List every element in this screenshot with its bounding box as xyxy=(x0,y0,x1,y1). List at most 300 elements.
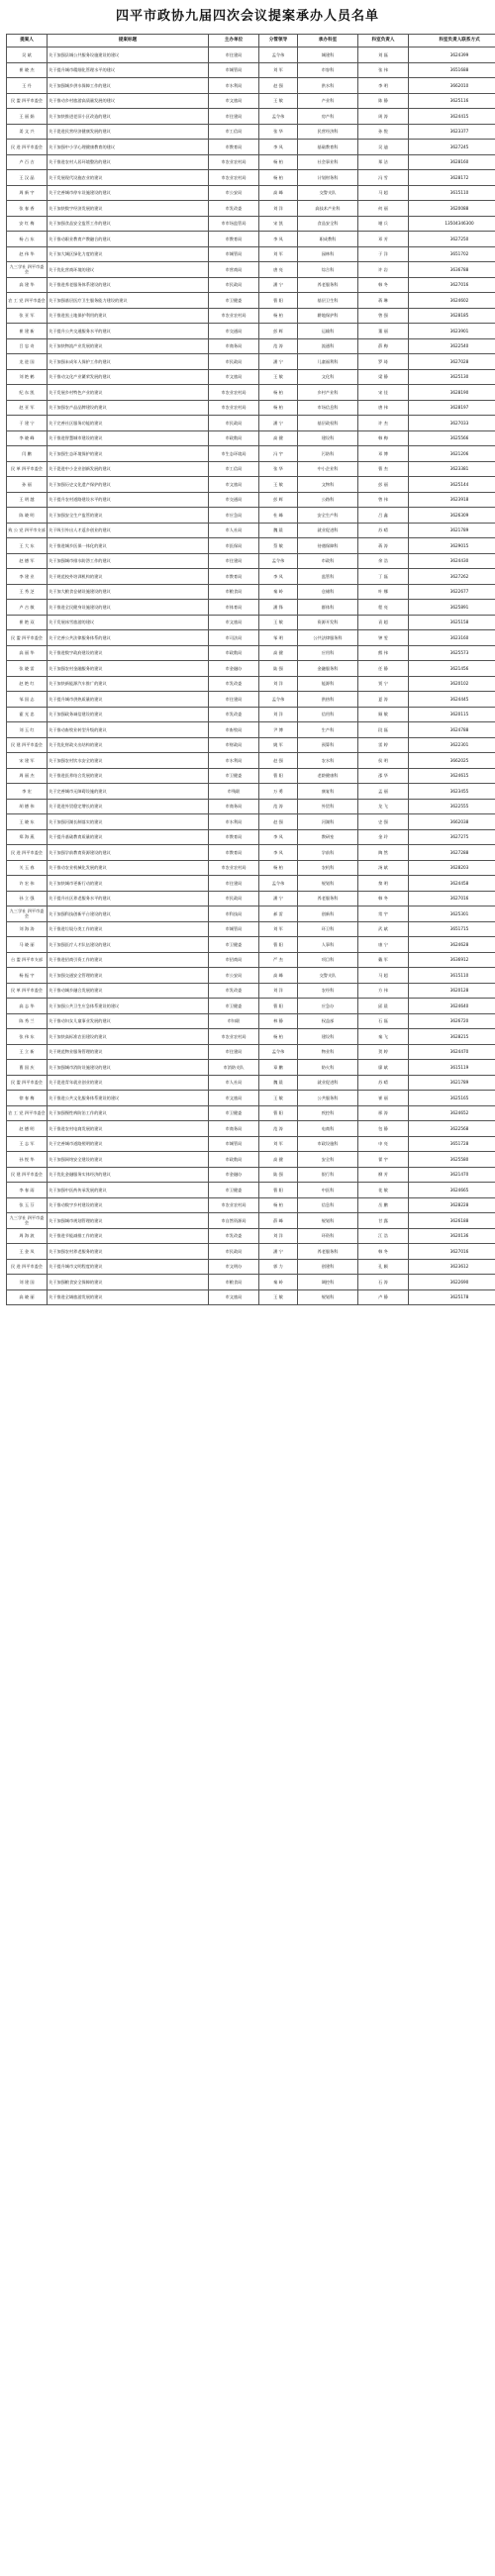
proposal-title-cell: 关于加强公共卫生应急体系建设的建议 xyxy=(48,999,209,1014)
leader-cell: 孟令伟 xyxy=(259,109,298,125)
department-head-cell: 武 斌 xyxy=(358,921,409,937)
proposal-title-cell: 关于促进青年就业创业的建议 xyxy=(48,1075,209,1091)
department-cell: 安全生产科 xyxy=(298,508,358,524)
table-row xyxy=(7,185,495,201)
department-head-cell: 韩 冬 xyxy=(358,1244,409,1260)
proposal-title-cell: 关于加强农产品品牌建设的建议 xyxy=(48,400,209,416)
department-head-cell: 段 磊 xyxy=(358,722,409,738)
table-row xyxy=(7,354,495,370)
leader-cell: 李 凤 xyxy=(259,232,298,247)
lead-unit-cell: 市工信局 xyxy=(209,124,259,140)
department-head-cell: 苏 晴 xyxy=(358,523,409,538)
department-cell: 教研室 xyxy=(298,829,358,845)
table-row xyxy=(7,461,495,477)
department-head-cell: 夏 涛 xyxy=(358,692,409,708)
lead-unit-cell: 市教育局 xyxy=(209,232,259,247)
contact-cell: 3628215 xyxy=(409,1029,495,1045)
leader-cell: 王 敏 xyxy=(259,1289,298,1305)
department-head-cell: 龙 飞 xyxy=(358,799,409,814)
department-cell: 建设科 xyxy=(298,430,358,446)
lead-unit-cell: 市卫健委 xyxy=(209,1105,259,1121)
table-row xyxy=(7,707,495,722)
proposal-title-cell: 关于完善城市道路照明的建议 xyxy=(48,1136,209,1152)
lead-unit-cell: 市发改委 xyxy=(209,983,259,999)
department-cell: 农水科 xyxy=(298,753,358,769)
contact-cell: 3622555 xyxy=(409,799,495,814)
proposal-title-cell: 关于加强未成年人保护工作的建议 xyxy=(48,354,209,370)
department-cell: 中小企业科 xyxy=(298,461,358,477)
table-row xyxy=(7,952,495,968)
department-cell: 资源开发科 xyxy=(298,615,358,630)
department-cell: 金融服务科 xyxy=(298,661,358,677)
department-head-cell: 崔 丽 xyxy=(358,1091,409,1106)
department-head-cell: 韩 冬 xyxy=(358,891,409,906)
contact-cell: 3627288 xyxy=(409,845,495,861)
proposer-cell: 徐 春 梅 xyxy=(7,1091,48,1106)
lead-unit-cell: 市应急局 xyxy=(209,508,259,524)
lead-unit-cell: 市妇联 xyxy=(209,1013,259,1029)
lead-unit-cell: 市教育局 xyxy=(209,845,259,861)
department-head-cell: 翟 宇 xyxy=(358,1152,409,1168)
proposal-title-cell: 关于加快高标准农田建设的建议 xyxy=(48,1029,209,1045)
contact-cell: 3622540 xyxy=(409,338,495,354)
contact-cell: 3620136 xyxy=(409,1228,495,1244)
leader-cell: 彭 辉 xyxy=(259,492,298,508)
department-head-cell: 彭 丽 xyxy=(358,477,409,493)
department-cell: 文物科 xyxy=(298,477,358,493)
proposal-title-cell: 关于加强学前教育资源建设的建议 xyxy=(48,845,209,861)
proposal-title-cell: 关于优化财政支出结构的建议 xyxy=(48,737,209,753)
proposal-title-cell: 关于加强城乡供水保障工作的建议 xyxy=(48,78,209,94)
lead-unit-cell: 市残联 xyxy=(209,784,259,800)
department-cell: 职成教科 xyxy=(298,232,358,247)
leader-cell: 刘 军 xyxy=(259,1136,298,1152)
leader-cell: 杨 柏 xyxy=(259,308,298,324)
leader-cell: 高 健 xyxy=(259,430,298,446)
leader-cell: 李 凤 xyxy=(259,829,298,845)
proposal-title-cell: 关于加强基层医疗卫生服务能力建设的建议 xyxy=(48,293,209,309)
proposal-title-cell: 关于加强政务诚信建设的建议 xyxy=(48,707,209,722)
table-row xyxy=(7,753,495,769)
lead-unit-cell: 市文旅局 xyxy=(209,93,259,109)
department-cell: 中医科 xyxy=(298,1183,358,1198)
contact-cell: 3624615 xyxy=(409,768,495,784)
department-cell: 养老服务科 xyxy=(298,891,358,906)
department-head-cell: 金 玲 xyxy=(358,829,409,845)
table-row xyxy=(7,338,495,354)
contact-cell: 3662038 xyxy=(409,814,495,830)
proposer-cell: 九三学社 四平市委会 xyxy=(7,906,48,922)
leader-cell: 刘 洋 xyxy=(259,1228,298,1244)
proposer-cell: 卢 百 吉 xyxy=(7,154,48,170)
department-head-cell: 蒋 琳 xyxy=(358,293,409,309)
proposal-title-cell: 关于加强农村养老服务的建议 xyxy=(48,1244,209,1260)
department-head-cell: 韩 梅 xyxy=(358,430,409,446)
proposal-title-cell: 关于规范物业服务管理的建议 xyxy=(48,1044,209,1060)
table-row xyxy=(7,876,495,892)
lead-unit-cell: 市科技局 xyxy=(209,906,259,922)
department-head-cell: 贺 婷 xyxy=(358,1044,409,1060)
lead-unit-cell: 市文旅局 xyxy=(209,615,259,630)
contact-cell: 3636912 xyxy=(409,952,495,968)
department-head-cell: 董 丽 xyxy=(358,324,409,339)
table-row xyxy=(7,860,495,876)
proposer-cell: 台 盟 四平市支部 xyxy=(7,952,48,968)
department-cell: 规划科 xyxy=(298,1213,358,1229)
department-head-cell: 邱 晨 xyxy=(358,999,409,1014)
table-row xyxy=(7,477,495,493)
contact-cell: 3636788 xyxy=(409,262,495,278)
table-row xyxy=(7,109,495,125)
proposer-cell: 孙 立 强 xyxy=(7,891,48,906)
leader-cell: 秦 岭 xyxy=(259,1275,298,1290)
proposal-title-cell: 关于推动妇女儿童事业发展的建议 xyxy=(48,1013,209,1029)
contact-cell: 3624665 xyxy=(409,1183,495,1198)
lead-unit-cell: 市体育局 xyxy=(209,600,259,616)
table-row xyxy=(7,1228,495,1244)
department-head-cell: 冯 雪 xyxy=(358,170,409,186)
lead-unit-cell: 市农业农村局 xyxy=(209,308,259,324)
lead-unit-cell: 市营商局 xyxy=(209,262,259,278)
department-cell: 项目科 xyxy=(298,952,358,968)
proposer-cell: 宋 建 军 xyxy=(7,753,48,769)
leader-cell: 蔡 敏 xyxy=(259,538,298,554)
proposer-cell: 民 进 四平市委会 xyxy=(7,845,48,861)
department-head-cell: 韩 冬 xyxy=(358,277,409,293)
lead-unit-cell: 市生态环境局 xyxy=(209,446,259,462)
proposal-title-cell: 关于加强城市规划管理的建议 xyxy=(48,1213,209,1229)
lead-unit-cell: 市商务局 xyxy=(209,338,259,354)
lead-unit-cell: 市粮食局 xyxy=(209,1275,259,1290)
department-head-cell: 贾 宁 xyxy=(358,676,409,692)
leader-cell: 杜 峰 xyxy=(259,508,298,524)
department-head-cell: 马 超 xyxy=(358,968,409,984)
department-head-cell: 岳 鹏 xyxy=(358,1197,409,1213)
proposal-title-cell: 关于提升社区养老服务水平的建议 xyxy=(48,891,209,906)
department-cell: 养老服务科 xyxy=(298,277,358,293)
proposer-cell: 民 建 四平市委会 xyxy=(7,1167,48,1183)
proposer-cell: 霍 光 忠 xyxy=(7,707,48,722)
contact-cell: 3625301 xyxy=(409,906,495,922)
contact-cell: 3623160 xyxy=(409,630,495,646)
table-row xyxy=(7,1075,495,1091)
leader-cell: 刘 洋 xyxy=(259,983,298,999)
proposal-title-cell: 关于加强医疗人才队伍建设的建议 xyxy=(48,937,209,953)
department-head-cell: 程 亮 xyxy=(358,600,409,616)
proposer-cell: 张 晓 雷 xyxy=(7,661,48,677)
department-head-cell: 何 丽 xyxy=(358,201,409,217)
table-row xyxy=(7,921,495,937)
proposal-title-cell: 关于加强城市消防设施建设的建议 xyxy=(48,1060,209,1076)
department-cell: 综合科 xyxy=(298,262,358,278)
table-row xyxy=(7,737,495,753)
table-row xyxy=(7,201,495,217)
lead-unit-cell: 市卫健委 xyxy=(209,768,259,784)
proposal-title-cell: 关于提升公共交通服务水平的建议 xyxy=(48,324,209,339)
contact-cell: 3624430 xyxy=(409,553,495,569)
contact-cell: 3662010 xyxy=(409,78,495,94)
contact-cell: 3620102 xyxy=(409,676,495,692)
table-row xyxy=(7,615,495,630)
department-cell: 就业促进科 xyxy=(298,1075,358,1091)
department-cell: 乡村产业科 xyxy=(298,385,358,401)
leader-cell: 李 凤 xyxy=(259,140,298,155)
proposer-cell: 纪 东 凯 xyxy=(7,385,48,401)
table-row xyxy=(7,93,495,109)
proposal-title-cell: 关于推进农村人居环境整治的建议 xyxy=(48,154,209,170)
leader-cell: 魏 晨 xyxy=(259,1075,298,1091)
department-head-cell: 周 涛 xyxy=(358,109,409,125)
lead-unit-cell: 市城管局 xyxy=(209,1136,259,1152)
department-cell: 能源科 xyxy=(298,676,358,692)
proposal-title-cell: 关于加快物流产业发展的建议 xyxy=(48,338,209,354)
table-row xyxy=(7,523,495,538)
department-cell: 疾控科 xyxy=(298,1105,358,1121)
department-cell: 信用科 xyxy=(298,707,358,722)
table-row xyxy=(7,968,495,984)
department-cell: 基础教育科 xyxy=(298,140,358,155)
contact-cell: 3620115 xyxy=(409,707,495,722)
header-contact: 科室负责人联系方式 xyxy=(409,35,495,48)
lead-unit-cell: 市金融办 xyxy=(209,1167,259,1183)
contact-cell: 3628190 xyxy=(409,385,495,401)
department-head-cell: 石 涛 xyxy=(358,1275,409,1290)
leader-cell: 郝 雷 xyxy=(259,906,298,922)
table-row xyxy=(7,1044,495,1060)
proposer-cell: 赵 德 明 xyxy=(7,1121,48,1137)
lead-unit-cell: 市粮食局 xyxy=(209,584,259,600)
lead-unit-cell: 市文旅局 xyxy=(209,477,259,493)
proposer-cell: 刘 艳 鹤 xyxy=(7,369,48,385)
proposer-cell: 姜 文 兴 xyxy=(7,124,48,140)
proposer-cell: 张 伟 东 xyxy=(7,1029,48,1045)
contact-cell: 3627016 xyxy=(409,891,495,906)
proposal-title-cell: 关于加强慢性病防治工作的建议 xyxy=(48,1105,209,1121)
contact-cell: 3621456 xyxy=(409,661,495,677)
proposer-cell: 民 进 四平市委会 xyxy=(7,140,48,155)
proposer-cell: 张 春 香 xyxy=(7,201,48,217)
department-cell: 仓储科 xyxy=(298,584,358,600)
proposer-cell: 九三学社 四平市委会 xyxy=(7,1213,48,1229)
lead-unit-cell: 市农业农村局 xyxy=(209,170,259,186)
table-row xyxy=(7,829,495,845)
table-row xyxy=(7,277,495,293)
contact-cell: 3620088 xyxy=(409,201,495,217)
lead-unit-cell: 市城管局 xyxy=(209,62,259,78)
proposal-title-cell: 关于加强网络安全建设的建议 xyxy=(48,1152,209,1168)
contact-cell: 3623381 xyxy=(409,461,495,477)
table-row xyxy=(7,630,495,646)
proposer-cell: 九三学社 四平市委会 xyxy=(7,262,48,278)
contact-cell: 3627016 xyxy=(409,277,495,293)
leader-cell: 王 敏 xyxy=(259,477,298,493)
contact-cell: 3628228 xyxy=(409,1197,495,1213)
department-cell: 高技术产业科 xyxy=(298,201,358,217)
department-head-cell: 李 明 xyxy=(358,78,409,94)
contact-cell: 3622677 xyxy=(409,584,495,600)
contact-cell: 3615110 xyxy=(409,185,495,201)
proposal-title-cell: 关于促进外贸稳定增长的建议 xyxy=(48,799,209,814)
leader-cell: 秦 岭 xyxy=(259,584,298,600)
leader-cell: 曹 阳 xyxy=(259,768,298,784)
department-cell: 运输科 xyxy=(298,324,358,339)
lead-unit-cell: 市人社局 xyxy=(209,1075,259,1091)
department-head-cell: 吕 鑫 xyxy=(358,508,409,524)
department-cell: 流通科 xyxy=(298,338,358,354)
table-row xyxy=(7,308,495,324)
department-head-cell: 雷 婷 xyxy=(358,737,409,753)
department-head-cell: 罗 琦 xyxy=(358,354,409,370)
department-head-cell: 包 静 xyxy=(358,1121,409,1137)
department-cell: 应急办 xyxy=(298,999,358,1014)
lead-unit-cell: 市政数局 xyxy=(209,430,259,446)
department-cell: 污防科 xyxy=(298,446,358,462)
contact-cell: 3628160 xyxy=(409,154,495,170)
department-cell: 交警支队 xyxy=(298,968,358,984)
leader-cell: 高 峰 xyxy=(259,968,298,984)
lead-unit-cell: 市文旅局 xyxy=(209,1091,259,1106)
proposer-cell: 张 亚 军 xyxy=(7,308,48,324)
contact-cell: 3623901 xyxy=(409,324,495,339)
table-row xyxy=(7,906,495,922)
contact-cell: 3615119 xyxy=(409,1060,495,1076)
department-head-cell: 花 敏 xyxy=(358,1183,409,1198)
lead-unit-cell: 市卫健委 xyxy=(209,999,259,1014)
department-cell: 规划科 xyxy=(298,1289,358,1305)
lead-unit-cell: 市农业农村局 xyxy=(209,400,259,416)
department-head-cell: 戴 军 xyxy=(358,952,409,968)
department-head-cell: 苏 晴 xyxy=(358,1075,409,1091)
department-cell: 市场信息科 xyxy=(298,400,358,416)
proposer-cell: 王 丽 娟 xyxy=(7,109,48,125)
lead-unit-cell: 市文旅局 xyxy=(209,369,259,385)
contact-cell: 3625566 xyxy=(409,430,495,446)
proposer-cell: 刘 建 国 xyxy=(7,1275,48,1290)
department-cell: 养老服务科 xyxy=(298,1244,358,1260)
department-head-cell: 袁 超 xyxy=(358,615,409,630)
department-cell: 公共服务科 xyxy=(298,1091,358,1106)
department-head-cell: 曾 强 xyxy=(358,308,409,324)
table-header-row xyxy=(7,35,495,48)
leader-cell: 杨 柏 xyxy=(259,400,298,416)
proposer-cell: 赵 伟 华 xyxy=(7,246,48,262)
table-row xyxy=(7,216,495,232)
proposer-cell: 许 宏 伟 xyxy=(7,876,48,892)
department-cell: 文化科 xyxy=(298,369,358,385)
table-row xyxy=(7,799,495,814)
leader-cell: 潘 锋 xyxy=(259,600,298,616)
department-cell: 学前科 xyxy=(298,845,358,861)
department-cell: 调控科 xyxy=(298,1275,358,1290)
leader-cell: 孟令伟 xyxy=(259,48,298,63)
table-row xyxy=(7,538,495,554)
leader-cell: 刘 洋 xyxy=(259,707,298,722)
proposer-cell: 张 玉 芬 xyxy=(7,1197,48,1213)
lead-unit-cell: 市文明办 xyxy=(209,1259,259,1275)
contact-cell: 3622568 xyxy=(409,1121,495,1137)
department-cell: 园林科 xyxy=(298,246,358,262)
lead-unit-cell: 市民政局 xyxy=(209,891,259,906)
proposer-cell: 马 晓 丽 xyxy=(7,937,48,953)
leader-cell: 万 勇 xyxy=(259,784,298,800)
department-head-cell: 卢 静 xyxy=(358,1289,409,1305)
lead-unit-cell: 市住建局 xyxy=(209,1044,259,1060)
proposal-title-cell: 关于加大粮食仓储设施建设的建议 xyxy=(48,584,209,600)
contact-cell: 3628185 xyxy=(409,308,495,324)
proposer-cell: 安 红 梅 xyxy=(7,216,48,232)
leader-cell: 王 敏 xyxy=(259,93,298,109)
proposal-title-cell: 关于推进养老服务体系建设的建议 xyxy=(48,277,209,293)
proposal-title-cell: 关于提升农村道路建设水平的建议 xyxy=(48,492,209,508)
table-row xyxy=(7,645,495,661)
proposal-title-cell: 关于推进农村电商发展的建议 xyxy=(48,1121,209,1137)
lead-unit-cell: 市卫健委 xyxy=(209,293,259,309)
proposer-cell: 赵 德 军 xyxy=(7,553,48,569)
proposer-cell: 民 进 四平市委会 xyxy=(7,1259,48,1275)
contact-cell: 3627250 xyxy=(409,232,495,247)
leader-cell: 林 静 xyxy=(259,1013,298,1029)
header-department: 承办科室 xyxy=(298,35,358,48)
department-cell: 市政科 xyxy=(298,553,358,569)
department-head-cell: 余 浩 xyxy=(358,553,409,569)
proposal-title-cell: 关于加强中小学心理健康教育的建议 xyxy=(48,140,209,155)
proposer-cell: 关 玉 春 xyxy=(7,860,48,876)
department-head-cell: 邓 博 xyxy=(358,446,409,462)
header-proposal-title: 提案标题 xyxy=(48,35,209,48)
proposal-title-cell: 关于规范校外培训机构的建议 xyxy=(48,569,209,585)
table-row xyxy=(7,262,495,278)
department-cell: 应用科 xyxy=(298,645,358,661)
contact-cell: 3625130 xyxy=(409,369,495,385)
department-cell: 银行科 xyxy=(298,1167,358,1183)
lead-unit-cell: 市卫健委 xyxy=(209,1183,259,1198)
table-row xyxy=(7,400,495,416)
department-head-cell: 常 宇 xyxy=(358,906,409,922)
leader-cell: 范 涛 xyxy=(259,799,298,814)
table-row xyxy=(7,814,495,830)
proposer-cell: 民 盟 四平市委会 xyxy=(7,1075,48,1091)
lead-unit-cell: 市自然资源局 xyxy=(209,1213,259,1229)
table-row xyxy=(7,124,495,140)
table-row xyxy=(7,492,495,508)
lead-unit-cell: 市交通局 xyxy=(209,324,259,339)
proposer-cell: 高 晓 丽 xyxy=(7,1289,48,1305)
leader-cell: 刘 军 xyxy=(259,62,298,78)
department-cell: 河湖科 xyxy=(298,814,358,830)
proposer-cell: 邹 国 志 xyxy=(7,692,48,708)
proposal-title-cell: 关于促进中小企业创新发展的建议 xyxy=(48,461,209,477)
department-cell: 物业科 xyxy=(298,1044,358,1060)
leader-cell: 孟令伟 xyxy=(259,553,298,569)
proposer-cell: 王 金 凤 xyxy=(7,1244,48,1260)
department-head-cell: 顾 敏 xyxy=(358,707,409,722)
proposer-cell: 周 丽 杰 xyxy=(7,768,48,784)
proposal-title-cell: 关于推动数字乡村建设的建议 xyxy=(48,1197,209,1213)
contact-cell: 3628197 xyxy=(409,400,495,416)
table-row xyxy=(7,140,495,155)
proposer-cell: 孙 悦 华 xyxy=(7,1152,48,1168)
department-cell: 老龄健康科 xyxy=(298,768,358,784)
contact-cell: 3615110 xyxy=(409,968,495,984)
table-row xyxy=(7,891,495,906)
department-head-cell: 曾 伟 xyxy=(358,492,409,508)
lead-unit-cell: 市文旅局 xyxy=(209,1289,259,1305)
department-head-cell: 刘 磊 xyxy=(358,48,409,63)
proposal-title-cell: 关于提升城市供热质量的建议 xyxy=(48,692,209,708)
leader-cell: 张 华 xyxy=(259,461,298,477)
contact-cell: 3626309 xyxy=(409,508,495,524)
proposer-cell: 崔 建 新 xyxy=(7,324,48,339)
